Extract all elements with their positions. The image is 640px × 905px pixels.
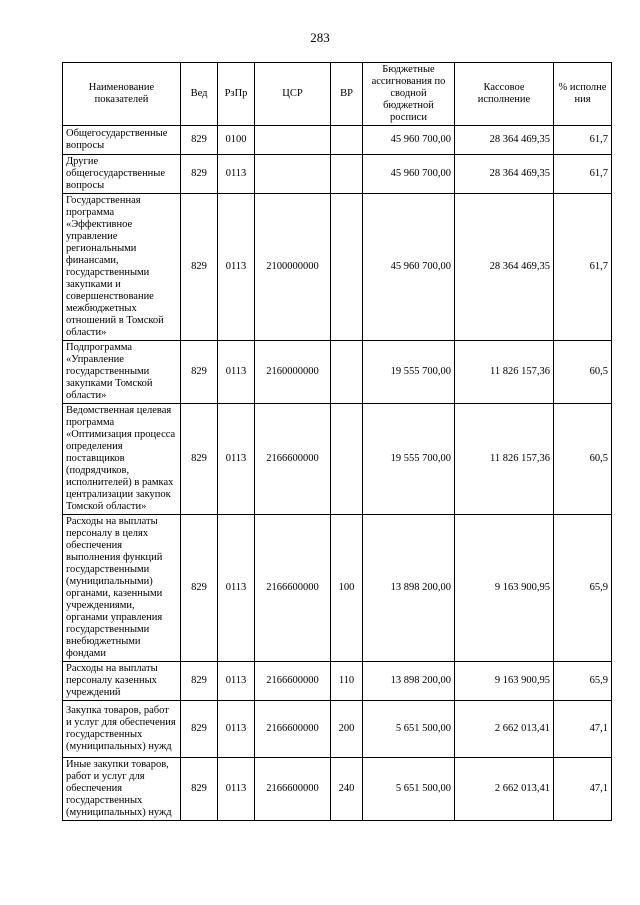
cell-pct: 61,7 [554, 155, 612, 194]
header-csr: ЦСР [255, 63, 331, 126]
cell-pct: 60,5 [554, 341, 612, 404]
cell-cash: 28 364 469,35 [455, 194, 554, 341]
cell-pct: 47,1 [554, 758, 612, 821]
table-row [63, 758, 612, 821]
header-cash: Кассовое исполнение [455, 63, 554, 126]
cell-assigned: 13 898 200,00 [363, 662, 455, 701]
cell-ved: 829 [181, 126, 218, 155]
table-row [63, 194, 612, 341]
cell-rzpr: 0113 [218, 758, 255, 821]
cell-name: Государственная программа «Эффективное управление региональными финансами, государственными закупками и совершенствование межбюджетных отношений в Томской области» [63, 194, 181, 341]
table-row [63, 515, 612, 662]
cell-pct: 47,1 [554, 701, 612, 758]
cell-assigned: 45 960 700,00 [363, 126, 455, 155]
cell-csr: 2166600000 [255, 758, 331, 821]
cell-rzpr: 0113 [218, 341, 255, 404]
cell-vr [331, 194, 363, 341]
cell-pct: 61,7 [554, 194, 612, 341]
cell-vr: 200 [331, 701, 363, 758]
cell-name: Общегосударственные вопросы [63, 126, 181, 155]
cell-cash: 2 662 013,41 [455, 701, 554, 758]
cell-vr: 100 [331, 515, 363, 662]
cell-rzpr: 0113 [218, 194, 255, 341]
cell-ved: 829 [181, 194, 218, 341]
header-assigned: Бюджетные ассигнования по сводной бюджетной росписи [363, 63, 455, 126]
cell-ved: 829 [181, 758, 218, 821]
cell-pct: 61,7 [554, 126, 612, 155]
cell-csr: 2166600000 [255, 404, 331, 515]
cell-vr [331, 341, 363, 404]
cell-name: Подпрограмма «Управление государственными закупками Томской области» [63, 341, 181, 404]
cell-pct: 65,9 [554, 515, 612, 662]
table-row [63, 662, 612, 701]
cell-assigned: 19 555 700,00 [363, 404, 455, 515]
cell-ved: 829 [181, 341, 218, 404]
cell-vr: 110 [331, 662, 363, 701]
header-name: Наименование показателей [63, 63, 181, 126]
cell-rzpr: 0113 [218, 515, 255, 662]
cell-ved: 829 [181, 515, 218, 662]
table-row [63, 701, 612, 758]
cell-name: Ведомственная целевая программа «Оптимизация процесса определения поставщиков (подрядчиков, исполнителей) в рамках централизации закупок Томской области» [63, 404, 181, 515]
cell-csr [255, 155, 331, 194]
cell-rzpr: 0113 [218, 404, 255, 515]
cell-cash: 28 364 469,35 [455, 155, 554, 194]
cell-assigned: 45 960 700,00 [363, 155, 455, 194]
budget-table [62, 62, 612, 821]
cell-cash: 9 163 900,95 [455, 515, 554, 662]
page-number: 283 [310, 30, 330, 45]
cell-ved: 829 [181, 701, 218, 758]
cell-vr [331, 155, 363, 194]
cell-pct: 60,5 [554, 404, 612, 515]
cell-rzpr: 0113 [218, 701, 255, 758]
cell-cash: 9 163 900,95 [455, 662, 554, 701]
cell-name: Закупка товаров, работ и услуг для обеспечения государственных (муниципальных) нужд [63, 701, 181, 758]
header-vr: ВР [331, 63, 363, 126]
cell-vr [331, 126, 363, 155]
cell-csr: 2166600000 [255, 515, 331, 662]
cell-vr [331, 404, 363, 515]
cell-rzpr: 0100 [218, 126, 255, 155]
cell-csr: 2166600000 [255, 662, 331, 701]
cell-ved: 829 [181, 155, 218, 194]
cell-cash: 28 364 469,35 [455, 126, 554, 155]
cell-rzpr: 0113 [218, 155, 255, 194]
cell-ved: 829 [181, 662, 218, 701]
cell-assigned: 45 960 700,00 [363, 194, 455, 341]
cell-cash: 11 826 157,36 [455, 404, 554, 515]
header-ved: Вед [181, 63, 218, 126]
cell-csr: 2100000000 [255, 194, 331, 341]
cell-vr: 240 [331, 758, 363, 821]
table-row [63, 155, 612, 194]
cell-name: Иные закупки товаров, работ и услуг для обеспечения государственных (муниципальных) нужд [63, 758, 181, 821]
table-row [63, 404, 612, 515]
cell-name: Расходы на выплаты персоналу в целях обеспечения выполнения функций государственными (муниципальными) органами, казенными учреждениями, органами управления государственными внебюджетными фондами [63, 515, 181, 662]
cell-csr [255, 126, 331, 155]
table-row [63, 341, 612, 404]
cell-assigned: 5 651 500,00 [363, 701, 455, 758]
cell-assigned: 5 651 500,00 [363, 758, 455, 821]
cell-csr: 2166600000 [255, 701, 331, 758]
cell-rzpr: 0113 [218, 662, 255, 701]
cell-assigned: 19 555 700,00 [363, 341, 455, 404]
cell-name: Расходы на выплаты персоналу казенных учреждений [63, 662, 181, 701]
cell-csr: 2160000000 [255, 341, 331, 404]
cell-cash: 11 826 157,36 [455, 341, 554, 404]
cell-assigned: 13 898 200,00 [363, 515, 455, 662]
table-header-row [63, 63, 612, 126]
header-rzpr: РзПр [218, 63, 255, 126]
cell-pct: 65,9 [554, 662, 612, 701]
header-pct: % исполне ния [554, 63, 612, 126]
cell-cash: 2 662 013,41 [455, 758, 554, 821]
cell-ved: 829 [181, 404, 218, 515]
table-row [63, 126, 612, 155]
cell-name: Другие общегосударственные вопросы [63, 155, 181, 194]
